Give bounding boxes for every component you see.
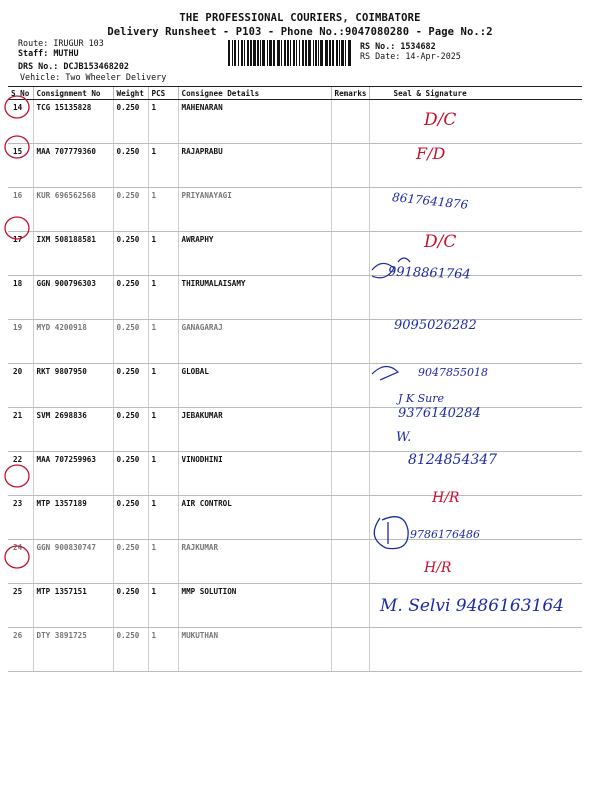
table-header-row: [8, 87, 582, 100]
row-sno: 14: [8, 100, 33, 144]
row-consignment: TCG 15135828: [33, 100, 113, 144]
handwritten-phone: 9918861764: [387, 264, 471, 283]
handwritten-name: W.: [396, 430, 412, 445]
barcode-bar: [269, 40, 272, 66]
handwritten-phone: 9376140284: [398, 406, 481, 421]
row-seal: [369, 540, 582, 584]
delivery-table: [8, 86, 582, 672]
barcode-bar: [302, 40, 304, 66]
staff-value: MUTHU: [53, 48, 79, 58]
handwritten-signature: M. Selvi 9486163164: [380, 596, 564, 616]
row-pcs: 1: [148, 276, 178, 320]
row-sno: 17: [8, 232, 33, 276]
row-remarks: [331, 100, 369, 144]
row-pcs: 1: [148, 144, 178, 188]
barcode-bar: [313, 40, 314, 66]
handwritten-name: J K Sure: [398, 392, 445, 405]
row-remarks: [331, 496, 369, 540]
row-weight: 0.250: [113, 540, 148, 584]
drs-label: DRS No.:: [18, 61, 59, 71]
drs-info: [18, 61, 129, 71]
barcode-bar: [253, 40, 256, 66]
row-weight: 0.250: [113, 496, 148, 540]
row-consignee: AIR CONTROL: [178, 496, 331, 540]
row-consignee: PRIYANAYAGI: [178, 188, 331, 232]
barcode-bar: [247, 40, 249, 66]
drs-value: DCJB153468202: [63, 61, 129, 71]
barcode-bar: [299, 40, 300, 66]
row-remarks: [331, 540, 369, 584]
rs-date-label: RS Date:: [360, 51, 401, 61]
route-info: [18, 38, 104, 48]
table-row: [8, 144, 582, 188]
col-pcs: PCS: [148, 87, 178, 100]
vehicle-label: Vehicle:: [20, 72, 61, 82]
barcode-bar: [260, 40, 261, 66]
row-sno: 15: [8, 144, 33, 188]
row-consignee: JEBAKUMAR: [178, 408, 331, 452]
barcode-bar: [308, 40, 311, 66]
row-pcs: 1: [148, 188, 178, 232]
barcode-bar: [293, 40, 295, 66]
table-row: [8, 540, 582, 584]
vehicle-info: [20, 72, 166, 82]
row-remarks: [331, 364, 369, 408]
barcode-bar: [325, 40, 328, 66]
row-consignment: KUR 696562568: [33, 188, 113, 232]
barcode-bar: [273, 40, 275, 66]
barcode-bar: [341, 40, 344, 66]
table-row: [8, 628, 582, 672]
table-row: [8, 188, 582, 232]
table-row: [8, 276, 582, 320]
row-weight: 0.250: [113, 584, 148, 628]
row-pcs: 1: [148, 364, 178, 408]
rs-no-info: [360, 41, 436, 51]
vehicle-value: Two Wheeler Delivery: [65, 72, 167, 82]
row-weight: 0.250: [113, 628, 148, 672]
barcode-bar: [241, 40, 243, 66]
row-weight: 0.250: [113, 100, 148, 144]
row-consignment: IXM 508188581: [33, 232, 113, 276]
handwritten-phone: 9095026282: [394, 318, 477, 333]
row-consignment: SVM 2698836: [33, 408, 113, 452]
row-weight: 0.250: [113, 276, 148, 320]
barcode-bar: [244, 40, 245, 66]
row-weight: 0.250: [113, 452, 148, 496]
row-pcs: 1: [148, 496, 178, 540]
row-consignment: GGN 900796303: [33, 276, 113, 320]
row-sno: 19: [8, 320, 33, 364]
col-sno: S No: [8, 87, 33, 100]
barcode-bar: [277, 40, 280, 66]
row-seal: [369, 628, 582, 672]
barcode-bar: [267, 40, 268, 66]
row-pcs: 1: [148, 452, 178, 496]
staff-label: Staff:: [18, 48, 49, 58]
table-row: [8, 100, 582, 144]
handwritten-hr: H/R: [432, 490, 460, 506]
barcode-bar: [305, 40, 307, 66]
rs-date-info: [360, 51, 461, 61]
rs-no-label: RS No.:: [360, 41, 396, 51]
row-seal: [369, 100, 582, 144]
barcode-bar: [228, 40, 230, 66]
handwritten-phone: 8617641876: [391, 190, 469, 212]
barcode-bar: [250, 40, 252, 66]
row-remarks: [331, 144, 369, 188]
row-seal: [369, 144, 582, 188]
rs-no-value: 1534682: [400, 41, 436, 51]
row-seal: [369, 276, 582, 320]
row-remarks: [331, 232, 369, 276]
barcode-bar: [262, 40, 265, 66]
row-pcs: 1: [148, 408, 178, 452]
handwritten-dc: D/C: [424, 110, 457, 130]
table-row: [8, 364, 582, 408]
row-consignment: MAA 707779360: [33, 144, 113, 188]
staff-info: [18, 48, 79, 58]
row-consignee: RAJAPRABU: [178, 144, 331, 188]
row-pcs: 1: [148, 540, 178, 584]
row-pcs: 1: [148, 320, 178, 364]
row-sno: 22: [8, 452, 33, 496]
barcode-bar: [296, 40, 297, 66]
row-pcs: 1: [148, 100, 178, 144]
row-weight: 0.250: [113, 364, 148, 408]
row-consignment: DTY 3891725: [33, 628, 113, 672]
rs-date-value: 14-Apr-2025: [405, 51, 461, 61]
row-weight: 0.250: [113, 188, 148, 232]
row-remarks: [331, 320, 369, 364]
col-seal: Seal & Signature: [369, 87, 582, 100]
row-weight: 0.250: [113, 232, 148, 276]
company-name: THE PROFESSIONAL COURIERS, COIMBATORE: [179, 12, 421, 24]
row-remarks: [331, 628, 369, 672]
table-row: [8, 496, 582, 540]
col-remarks: Remarks: [331, 87, 369, 100]
barcode-bar: [257, 40, 259, 66]
row-consignee: MMP SOLUTION: [178, 584, 331, 628]
route-value: IRUGUR 103: [53, 38, 104, 48]
barcode-bar: [320, 40, 323, 66]
row-remarks: [331, 188, 369, 232]
row-sno: 26: [8, 628, 33, 672]
col-consignment: Consignment No: [33, 87, 113, 100]
row-sno: 20: [8, 364, 33, 408]
barcode-bar: [281, 40, 282, 66]
row-consignee: THIRUMALAISAMY: [178, 276, 331, 320]
row-consignee: MUKUTHAN: [178, 628, 331, 672]
row-sno: 23: [8, 496, 33, 540]
barcode-bar: [234, 40, 236, 66]
row-consignment: GGN 900830747: [33, 540, 113, 584]
barcode-bar: [329, 40, 331, 66]
barcode-bar: [315, 40, 317, 66]
row-remarks: [331, 584, 369, 628]
barcode-bar: [290, 40, 291, 66]
barcode-bar: [345, 40, 346, 66]
row-sno: 24: [8, 540, 33, 584]
row-sno: 25: [8, 584, 33, 628]
row-consignee: GLOBAL: [178, 364, 331, 408]
barcode-bar: [348, 40, 351, 66]
row-consignment: MYD 4200918: [33, 320, 113, 364]
col-consignee: Consignee Details: [178, 87, 331, 100]
row-consignee: GANAGARAJ: [178, 320, 331, 364]
row-remarks: [331, 452, 369, 496]
handwritten-phone: 9047855018: [418, 366, 488, 379]
row-remarks: [331, 276, 369, 320]
row-remarks: [331, 408, 369, 452]
row-sno: 18: [8, 276, 33, 320]
barcode-bar: [332, 40, 334, 66]
handwritten-phone: 9786176486: [410, 528, 480, 541]
row-sno: 21: [8, 408, 33, 452]
row-weight: 0.250: [113, 408, 148, 452]
handwritten-fd: F/D: [416, 144, 446, 163]
row-sno: 16: [8, 188, 33, 232]
handwritten-phone: 8124854347: [408, 452, 498, 468]
row-consignee: AWRAPHY: [178, 232, 331, 276]
row-pcs: 1: [148, 628, 178, 672]
row-consignee: RAJKUMAR: [178, 540, 331, 584]
barcode-bar: [238, 40, 239, 66]
row-consignment: MTP 1357151: [33, 584, 113, 628]
route-label: Route:: [18, 38, 49, 48]
row-consignee: MAHENARAN: [178, 100, 331, 144]
barcode-bar: [284, 40, 286, 66]
barcode-bar: [339, 40, 340, 66]
barcode-bar: [287, 40, 289, 66]
barcode-bar: [232, 40, 233, 66]
barcode-bar: [336, 40, 338, 66]
row-consignment: MTP 1357189: [33, 496, 113, 540]
row-pcs: 1: [148, 584, 178, 628]
row-consignment: MAA 707259963: [33, 452, 113, 496]
table-row: [8, 320, 582, 364]
runsheet-title: Delivery Runsheet - P103 - Phone No.:9047080280 - Page No.:2: [107, 26, 493, 38]
row-pcs: 1: [148, 232, 178, 276]
row-weight: 0.250: [113, 320, 148, 364]
table-row: [8, 232, 582, 276]
handwritten-hr: H/R: [424, 560, 452, 576]
row-consignment: RKT 9807950: [33, 364, 113, 408]
col-weight: Weight: [113, 87, 148, 100]
barcode-image: [228, 40, 354, 66]
barcode-bar: [318, 40, 319, 66]
table-row: [8, 408, 582, 452]
row-consignee: VINODHINI: [178, 452, 331, 496]
row-weight: 0.250: [113, 144, 148, 188]
handwritten-dc: D/C: [424, 232, 457, 252]
